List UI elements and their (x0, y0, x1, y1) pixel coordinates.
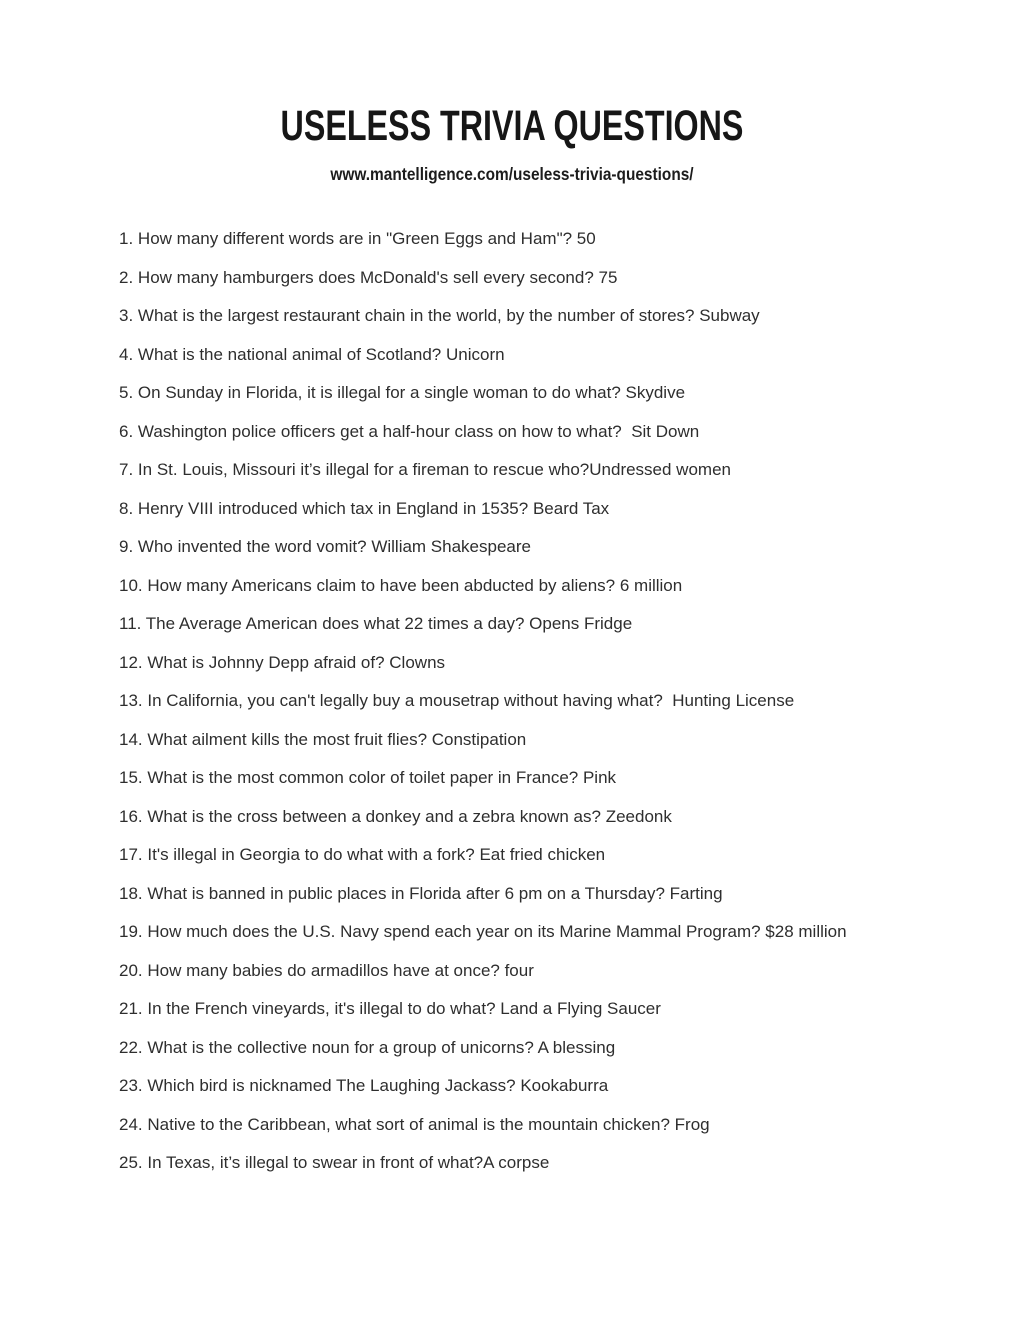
question-text: In Texas, it’s illegal to swear in front of what?A corpse (147, 1153, 550, 1173)
trivia-question-item (119, 306, 934, 326)
question-text: What ailment kills the most fruit flies? Constipation (147, 729, 527, 749)
question-number: 25. (119, 1153, 143, 1173)
trivia-question-item (119, 768, 934, 788)
question-number: 8. (119, 498, 134, 518)
question-text: How much does the U.S. Navy spend each year on its Marine Mammal Program? $28 million (147, 922, 847, 942)
question-number: 14. (119, 729, 143, 749)
question-text: The Average American does what 22 times a day? Opens Fridge (145, 614, 633, 634)
trivia-question-item (119, 961, 934, 981)
question-number: 6. (119, 421, 134, 441)
question-number: 1. (119, 229, 134, 249)
question-text: It's illegal in Georgia to do what with a fork? Eat fried chicken (147, 845, 606, 865)
question-number: 21. (119, 999, 143, 1019)
trivia-question-item (119, 1038, 934, 1058)
trivia-question-item (119, 922, 934, 942)
question-text: In the French vineyards, it's illegal to do what? Land a Flying Saucer (147, 999, 661, 1019)
trivia-question-item (119, 1115, 934, 1135)
question-text: Henry VIII introduced which tax in England in 1535? Beard Tax (137, 498, 610, 518)
question-text: How many Americans claim to have been abducted by aliens? 6 million (147, 575, 683, 595)
trivia-question-item (119, 1076, 934, 1096)
question-text: How many different words are in "Green Eggs and Ham"? 50 (137, 229, 596, 249)
trivia-question-list (0, 229, 1024, 1173)
trivia-question-item (119, 576, 934, 596)
question-number: 16. (119, 806, 143, 826)
trivia-question-item (119, 1153, 934, 1173)
question-number: 24. (119, 1114, 143, 1134)
page-title: USELESS TRIVIA QUESTIONS (280, 102, 744, 150)
question-text: On Sunday in Florida, it is illegal for a single woman to do what? Skydive (137, 383, 686, 403)
question-number: 23. (119, 1076, 143, 1096)
trivia-question-item (119, 999, 934, 1019)
trivia-question-item (119, 383, 934, 403)
trivia-question-item (119, 229, 934, 249)
trivia-question-item (119, 884, 934, 904)
question-text: How many hamburgers does McDonald's sell every second? 75 (137, 267, 618, 287)
question-number: 15. (119, 768, 143, 788)
question-text: In St. Louis, Missouri it’s illegal for a fireman to rescue who?Undressed women (137, 460, 731, 480)
trivia-question-item (119, 730, 934, 750)
question-number: 17. (119, 845, 143, 865)
question-text: What is the largest restaurant chain in the world, by the number of stores? Subway (137, 306, 760, 326)
question-text: Washington police officers get a half-hour class on how to what? Sit Down (137, 421, 700, 441)
question-text: Native to the Caribbean, what sort of animal is the mountain chicken? Frog (147, 1114, 710, 1134)
question-text: What is banned in public places in Florida after 6 pm on a Thursday? Farting (147, 883, 723, 903)
trivia-question-item (119, 422, 934, 442)
question-number: 11. (119, 614, 142, 634)
question-text: What is the national animal of Scotland? Unicorn (137, 344, 505, 364)
question-number: 12. (119, 652, 143, 672)
trivia-question-item (119, 691, 934, 711)
question-number: 18. (119, 883, 143, 903)
question-number: 9. (119, 537, 134, 557)
question-number: 7. (119, 460, 134, 480)
trivia-question-item (119, 653, 934, 673)
trivia-question-item (119, 614, 934, 634)
question-text: Who invented the word vomit? William Shakespeare (137, 537, 531, 557)
question-text: What is the most common color of toilet paper in France? Pink (147, 768, 617, 788)
question-number: 10. (119, 575, 143, 595)
question-number: 22. (119, 1037, 143, 1057)
question-number: 20. (119, 960, 143, 980)
question-text: What is the collective noun for a group of unicorns? A blessing (147, 1037, 616, 1057)
trivia-question-item (119, 845, 934, 865)
question-number: 2. (119, 267, 134, 287)
source-url: www.mantelligence.com/useless-trivia-questions/ (330, 164, 694, 185)
question-text: What is Johnny Depp afraid of? Clowns (147, 652, 446, 672)
question-text: What is the cross between a donkey and a zebra known as? Zeedonk (147, 806, 672, 826)
question-number: 5. (119, 383, 134, 403)
question-text: Which bird is nicknamed The Laughing Jackass? Kookaburra (147, 1076, 609, 1096)
question-text: In California, you can't legally buy a mousetrap without having what? Hunting License (147, 691, 795, 711)
trivia-question-item (119, 807, 934, 827)
question-number: 4. (119, 344, 134, 364)
trivia-question-item (119, 268, 934, 288)
trivia-question-item (119, 537, 934, 557)
question-text: How many babies do armadillos have at once? four (147, 960, 534, 980)
question-number: 19. (119, 922, 143, 942)
question-number: 3. (119, 306, 134, 326)
trivia-question-item (119, 499, 934, 519)
question-number: 13. (119, 691, 143, 711)
trivia-question-item (119, 460, 934, 480)
trivia-question-item (119, 345, 934, 365)
